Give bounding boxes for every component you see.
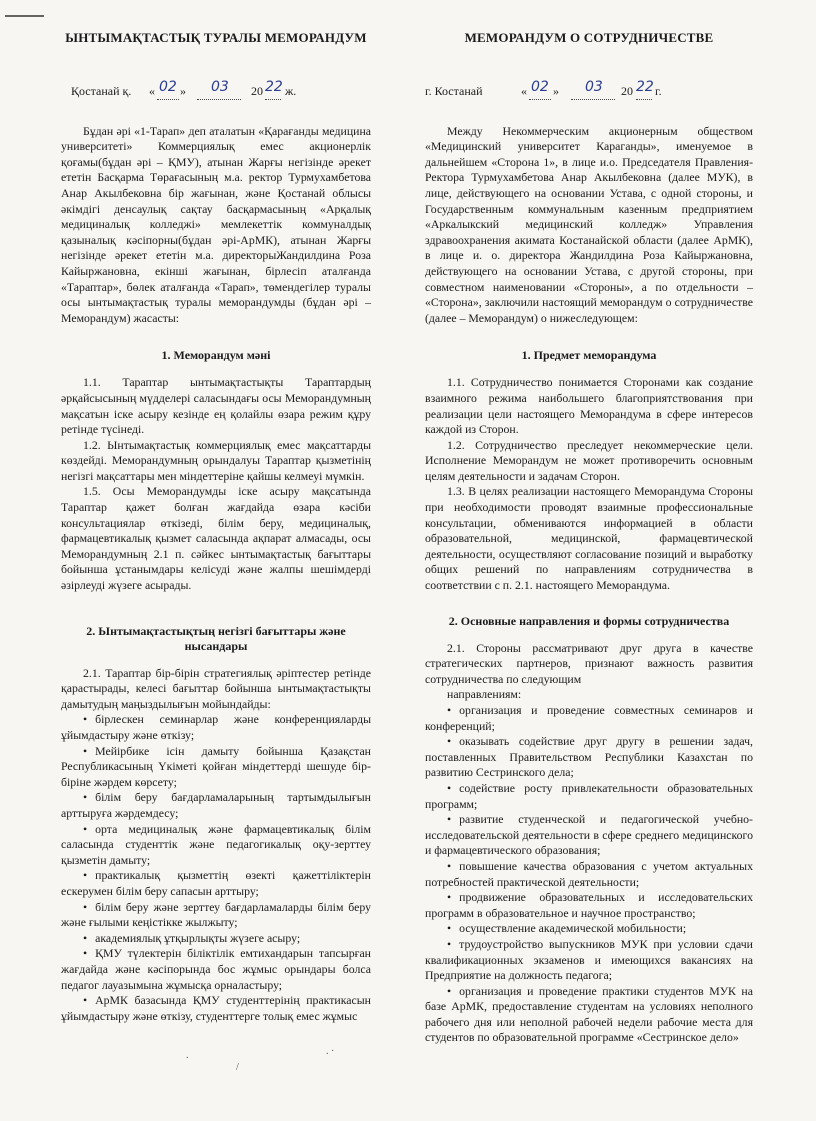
russian-clause-2-1: 2.1. Стороны рассматривают друг друга в качестве стратегических партнеров, признают важность развития сотрудничества по следующим	[425, 640, 753, 686]
kazakh-title: ЫНТЫМАҚТАСТЫҚ ТУРАЛЫ МЕМОРАНДУМ	[65, 30, 367, 45]
day-underline	[529, 98, 551, 100]
day-underline	[157, 98, 179, 100]
list-item: • содействие росту привлекательности образовательных программ;	[425, 781, 753, 812]
month-underline	[571, 98, 615, 100]
russian-clause-1-2: 1.2. Сотрудничество преследует некоммерческие цели. Исполнение Меморандум не может противоречить основным целям деятельности и задачам Сторон.	[425, 437, 753, 483]
russian-clause-1-1: 1.1. Сотрудничество понимается Сторонами как создание взаимного режима наибольшего благоприятствования при реализации цели настоящего Меморандума в сфере интересов каждой из Сторон.	[425, 375, 753, 437]
handwritten-day: 02	[159, 78, 177, 95]
scan-speck: .	[186, 1050, 189, 1061]
list-item: • білім беру бағдарламаларының тартымдылығын арттыруға жәрдемдесу;	[61, 790, 371, 821]
year-underline	[636, 98, 652, 100]
handwritten-year: 22	[636, 78, 654, 95]
year-suffix: г.	[655, 83, 662, 98]
list-item: • академиялық ұтқырлықты жүзеге асыру;	[61, 931, 371, 947]
russian-dateline	[425, 78, 753, 102]
year-prefix: 20	[251, 83, 263, 98]
russian-clause-2-1-cont: направлениям:	[447, 687, 522, 702]
kazakh-dateline	[61, 78, 371, 102]
handwritten-month: 03	[211, 78, 229, 95]
list-item: • практикалық қызметтің өзекті қажеттіліктерін ескерумен білім беру сапасын арттыру;	[61, 868, 371, 899]
scan-speck: /	[236, 1062, 239, 1073]
kazakh-clause-1-2: 1.2. Ынтымақтастық коммерциялық емес мақсаттарды көздейді. Меморандумның орындалуы Тараптар қызметінің негізгі мақсаттары мен міндеттеріне қайшы келмеуі мүмкін.	[61, 437, 371, 483]
kazakh-column	[61, 20, 371, 1024]
russian-section2-heading: 2. Основные направления и формы сотрудничества	[448, 613, 730, 628]
list-item: • бірлескен семинарлар және конференцияларды ұйымдастыру және өткізу;	[61, 712, 371, 743]
list-item: • орта медициналық және фармацевтикалық білім саласында студенттік және педагогикалық оқу-зерттеу қызметін дамыту;	[61, 822, 371, 869]
handwritten-year: 22	[265, 78, 283, 95]
russian-title: МЕМОРАНДУМ О СОТРУДНИЧЕСТВЕ	[464, 30, 714, 45]
list-item: • организация и проведение совместных семинаров и конференций;	[425, 703, 753, 734]
list-item: • повышение качества образования с учетом актуальных потребностей практической деятельности;	[425, 859, 753, 890]
kazakh-city: Қостанай қ.	[71, 83, 132, 98]
handwritten-day: 02	[531, 78, 549, 95]
kazakh-preamble: Бұдан әрі «1-Тарап» деп аталатын «Қарағанды медицина университеті» Коммерциялық емес акционерлік қоғамы(бұдан әрі – ҚМУ), атынан Жарғы негізінде әрекет ететін Басқарма Төрағасының м.а. ректор Турмухамбетова Анар Акылбековна бір жағынан, және Қостанай облысы әкімдігі денсаулық сақтау басқармасының «Арқалық медициналық колледжі» мемлекеттік коммуналдық қазыналық кәсіпорны(бұдан әрі-АрМК), атынан Жарғы негізінде әрекет ететін м.а. директорыЖандилдина Роза Кайыржановна, екінші жағынан, бірлесіп аталғанда «Тараптар», бөлек аталғанда «Тарап», төмендегілер туралы осы ынтымақтастық туралы меморандумды (бұдан әрі – Меморандум) жасасты:	[61, 123, 371, 325]
list-item: • осуществление академической мобильности;	[425, 921, 753, 937]
pen-mark	[4, 14, 46, 18]
date-quote-close: »	[553, 83, 559, 98]
handwritten-month: 03	[585, 78, 603, 95]
list-item: • Мейірбике ісін дамыту бойынша Қазақстан Республикасының Үкіметі қойған міндеттерді шешуде бір-біріне жәрдем көрсету;	[61, 744, 371, 791]
list-item: • білім беру және зерттеу бағдарламаларды білім беру және ғылыми кеңістікке жылжыту;	[61, 900, 371, 931]
kazakh-clause-1-1: 1.1. Тараптар ынтымақтастықты Тараптардың әрқайсысының мүдделері саласындағы осы Меморандумның мақсатын іске асыру кезінде ең қолайлы өзара режим құру ретінде түсінеді.	[61, 375, 371, 437]
russian-preamble: Между Некоммерческим акционерным обществом «Медицинский университет Караганды», именуемое в дальнейшем «Сторона 1», в лице и.о. Председателя Правления-Ректора Турмухамбетова Анар Акылбековна (далее МУК), в лице, действующего на основании Устава, с одной стороны, и Государственным коммунальным казенным предприятием «Аркалыкский медицинский колледж» Управления здравоохранения акимата Костанайской области (далее АрМК), в лице и. о. директора Жандилдина Роза Кайыржановна, действующего на основании Устава, с другой стороны, при совместном наименовании «Стороны», а по отдельности – «Сторона», заключили настоящий меморандум о сотрудничестве (далее – Меморандум) о нижеследующем:	[425, 123, 753, 325]
scan-speck: . ·	[326, 1046, 335, 1057]
list-item: • АрМК базасында ҚМУ студенттерінің практикасын ұйымдастыру және өткізу, студенттерге толық емес жұмыс	[61, 993, 371, 1024]
date-quote-open: «	[521, 83, 527, 98]
date-quote-close: »	[180, 83, 186, 98]
month-underline	[197, 98, 241, 100]
date-quote-open: «	[149, 83, 155, 98]
year-underline	[265, 98, 281, 100]
russian-section1-heading: 1. Предмет меморандума	[521, 348, 657, 363]
russian-city: г. Костанай	[425, 83, 483, 98]
kazakh-section2-heading: 2. Ынтымақтастықтың негізгі бағыттары және нысандары	[86, 623, 346, 653]
russian-clause-1-3: 1.3. В целях реализации настоящего Меморандума Стороны при необходимости проводят взаимные профессиональные консультации, обмениваются информацией в области образовательной, медицинской, фармацевтической деятельности, осуществляют согласование позиций и выработку общих решений по направлениям сотрудничества в соответствии с п. 2.1. настоящего Меморандума.	[425, 484, 753, 593]
russian-column	[425, 20, 753, 1046]
kazakh-section1-heading: 1. Меморандум мәні	[161, 348, 271, 363]
year-prefix: 20	[621, 83, 633, 98]
list-item: • оказывать содействие друг другу в решении задач, поставленных Правительством Республики Казахстан по развитию Сестринского дела;	[425, 734, 753, 781]
kazakh-clause-2-1: 2.1. Тараптар бір-бірін стратегиялық әріптестер ретінде қарастырады, келесі бағыттар бойынша ынтымақтастықты дамытудың маңыздылығын мойындайды:	[61, 665, 371, 711]
list-item: • трудоустройство выпускников МУК при условии сдачи квалификационных экзаменов и имеющихся вакансиях на Предприятие на должность педагога;	[425, 937, 753, 984]
year-suffix: ж.	[285, 83, 297, 98]
list-item: • организация и проведение практики студентов МУК на базе АрМК, предоставление студентам на условиях неполного рабочего дня или неполной рабочей недели рабочие места для студентов по образовательной программе «Сестринское дело»	[425, 984, 753, 1046]
list-item: • продвижение образовательных и исследовательских программ в образовательное и научное пространство;	[425, 890, 753, 921]
kazakh-clause-1-5: 1.5. Осы Меморандумды іске асыру мақсатында Тараптар қажет болған жағдайда өзара кәсіби консультациялар өткізеді, білім беру, медициналық, фармацевтикалық қызмет саласында ақпарат алмасады, осы Меморандумның 2.1 п. сәйкес ынтымақтастық бағыттары бойынша ұстанымдары келісуді және жалпы шешімдерді әзірлеуді жүзеге асырады.	[61, 484, 371, 593]
list-item: • ҚМУ түлектерін біліктілік емтихандарын тапсырған жағдайда және кәсіпорында бос жұмыс орындары болса педагог лауазымына жұмысқа орналастыру;	[61, 946, 371, 993]
list-item: • развитие студенческой и педагогической учебно-исследовательской деятельности в сфере среднего медицинского и фармацевтического образования;	[425, 812, 753, 859]
